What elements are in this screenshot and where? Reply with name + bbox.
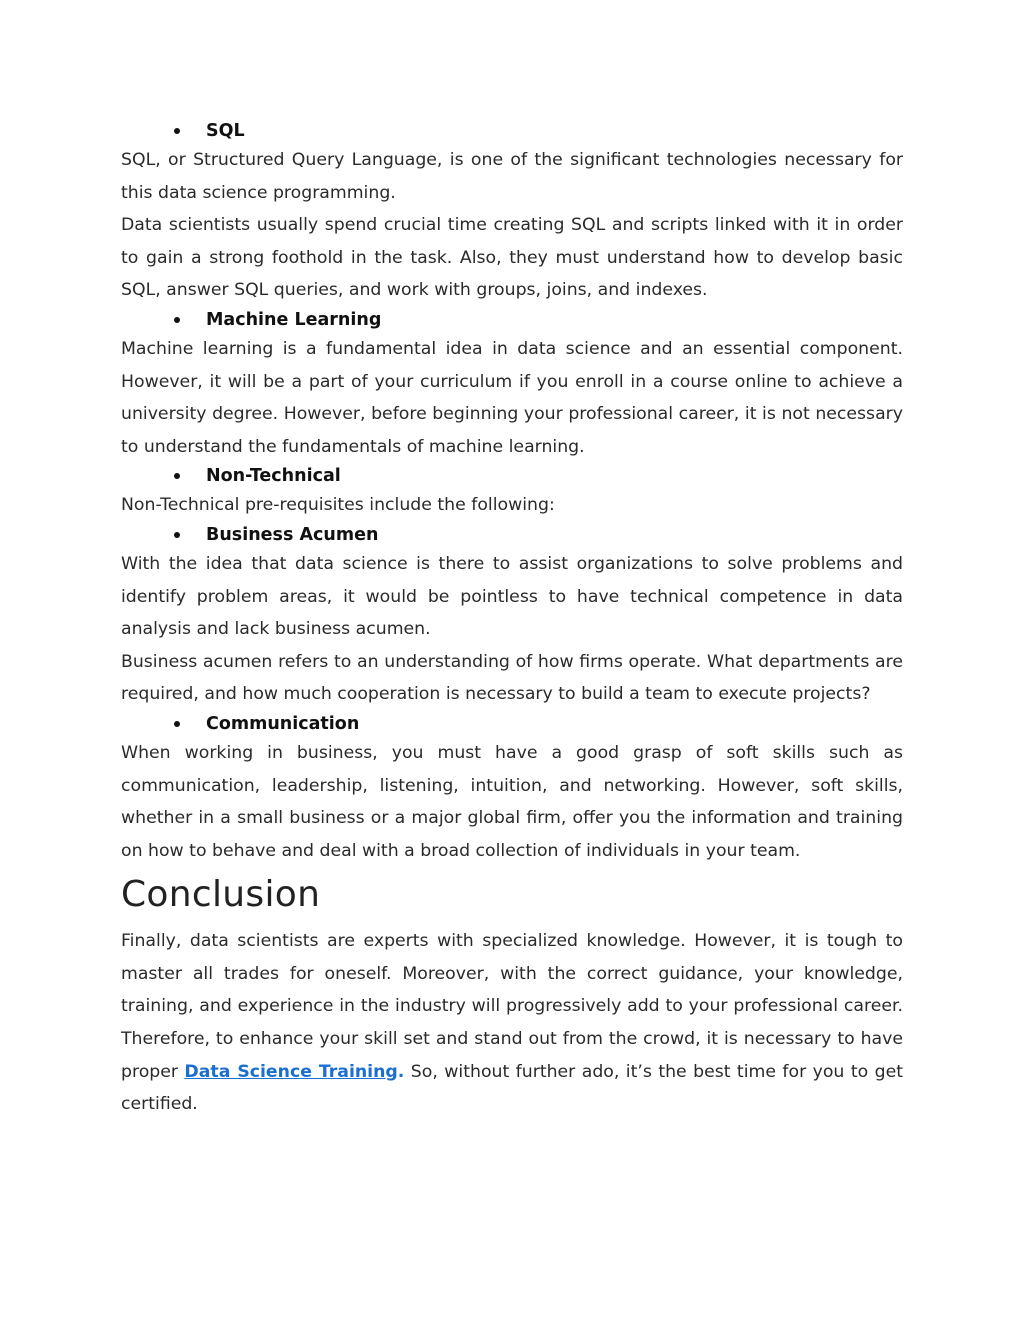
paragraph: Non-Technical pre-requisites include the following: — [121, 495, 555, 516]
paragraph: Machine learning is a fundamental idea in data science and an essential component. However, it will be a part of your curriculum if you enroll in a course online to achieve a university degree. However, before beginning your professional career, it is not necessary to understand the fundamentals of machine learning. — [121, 338, 903, 457]
bullet-label: Communication — [206, 713, 360, 734]
conclusion-paragraph — [121, 925, 903, 1121]
bullet-dot-icon — [174, 532, 180, 538]
bullet-dot-icon — [174, 128, 180, 134]
bullet-dot-icon — [174, 317, 180, 323]
data-science-training-link[interactable]: Data Science Training — [184, 1061, 398, 1082]
link-period: . — [397, 1061, 405, 1082]
bullet-label: Business Acumen — [206, 524, 379, 545]
bullet-dot-icon — [174, 473, 180, 479]
bullet-item-communication — [121, 711, 903, 737]
conclusion-text: Finally, data scientists are experts with specialized knowledge. However, it is tough to master all trades for oneself. Moreover, with the correct guidance, your knowledge, training, and experience in the industry will progressively add to your professional career. Therefore, to enhance your skill set and stand out from the crowd, it is necessary to have proper — [121, 931, 903, 1082]
bullet-item-machine-learning — [121, 307, 903, 333]
bullet-label: SQL — [206, 121, 245, 141]
bullet-label: Machine Learning — [206, 309, 382, 330]
bullet-item-non-technical — [121, 463, 903, 489]
paragraph: With the idea that data science is there to assist organizations to solve problems and identify problem areas, it would be pointless to have technical competence in data analysis and lack business acumen. — [121, 553, 903, 640]
paragraph: Data scientists usually spend crucial time creating SQL and scripts linked with it in order to gain a strong foothold in the task. Also, they must understand how to develop basic SQL, answer SQL queries, and work with groups, joins, and indexes. — [121, 215, 903, 301]
bullet-label: Non-Technical — [206, 466, 341, 487]
paragraph: When working in business, you must have a good grasp of soft skills such as communication, leadership, listening, intuition, and networking. However, soft skills, whether in a small business or a major global firm, offer you the information and training on how to behave and deal with a broad collection of individuals in your team. — [121, 742, 903, 861]
bullet-item-sql — [121, 118, 903, 144]
paragraph: Business acumen refers to an understanding of how firms operate. What departments are required, and how much cooperation is necessary to build a team to execute projects? — [121, 651, 903, 705]
bullet-dot-icon — [174, 721, 180, 727]
document-body — [121, 118, 903, 1121]
paragraph: SQL, or Structured Query Language, is one of the significant technologies necessary for this data science programming. — [121, 150, 903, 203]
conclusion-heading: Conclusion — [121, 874, 321, 916]
bullet-item-business-acumen — [121, 522, 903, 548]
conclusion-text-end: So, without further ado, it’s the best time for you to get certified. — [121, 1061, 903, 1115]
